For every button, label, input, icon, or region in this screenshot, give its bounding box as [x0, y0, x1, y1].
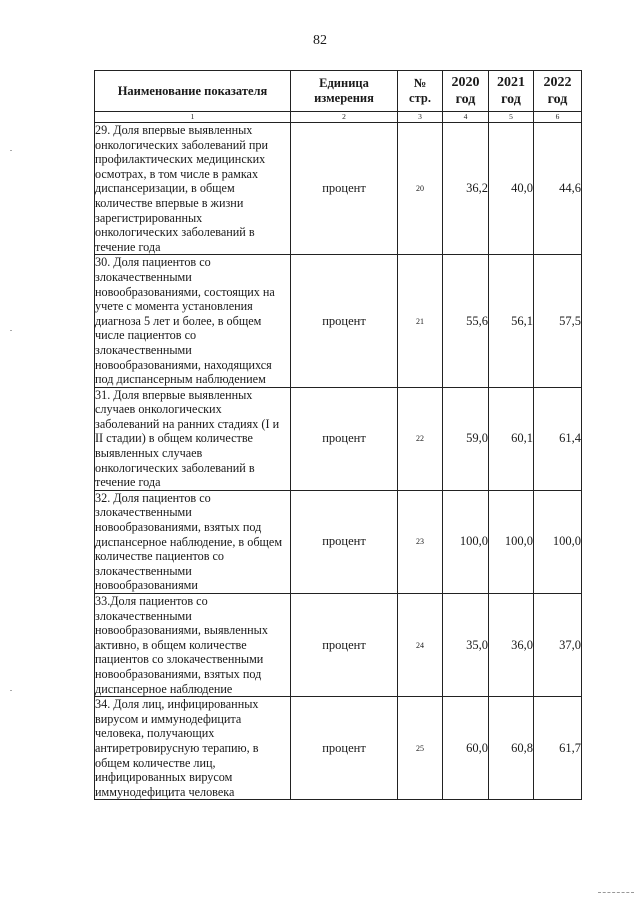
indicator-name-line: общем количестве лиц, [95, 755, 216, 770]
unit-cell: процент [291, 594, 398, 697]
indicator-name-line: осмотрах, в том числе в рамках [95, 166, 259, 181]
indicator-name-line: новообразованиями, состоящих на [95, 284, 275, 299]
header-2022-line1: 2022 [543, 75, 572, 90]
unit-cell: процент [291, 490, 398, 593]
header-2021-line1: 2021 [497, 75, 525, 90]
indicator-name-line: течение года [95, 475, 161, 490]
header-year-2020 [443, 71, 489, 112]
indicator-name-line: 30. Доля пациентов со [95, 255, 211, 270]
indicator-name-line: пациентов со злокачественными [95, 652, 264, 667]
header-unit [291, 71, 398, 112]
value-2020-cell: 36,2 [443, 123, 489, 255]
indicator-name-line: иммунодефицита человека [95, 784, 235, 799]
indicator-name-cell [95, 594, 291, 697]
table-header-row [95, 71, 582, 112]
indicator-name-line: онкологических заболеваний при [95, 137, 268, 152]
indicator-table [94, 70, 582, 800]
column-number: 6 [534, 112, 582, 123]
indicator-name-line: активно, в общем количестве [95, 637, 247, 652]
footer-rule [598, 892, 634, 893]
value-2022-cell: 61,7 [534, 697, 582, 800]
indicator-name-cell [95, 490, 291, 593]
value-2020-cell: 35,0 [443, 594, 489, 697]
value-2022-cell: 44,6 [534, 123, 582, 255]
value-2021-cell: 40,0 [489, 123, 534, 255]
table-row [95, 387, 582, 490]
header-indicator-name: Наименование показателя [95, 71, 291, 112]
indicator-name-line: злокачественными [95, 608, 192, 623]
indicator-name-line: учете с момента установления [95, 299, 253, 314]
indicator-name-line: злокачественными [95, 505, 192, 520]
indicator-name-line: онкологических заболеваний в [95, 460, 255, 475]
indicator-name-line: диагноза 5 лет и более, в общем [95, 313, 262, 328]
indicator-name-line: количестве впервые в жизни [95, 195, 244, 210]
page-ref-cell: 24 [398, 594, 443, 697]
value-2021-cell: 100,0 [489, 490, 534, 593]
column-number: 2 [291, 112, 398, 123]
indicator-name-line: вирусом и иммунодефицита [95, 711, 242, 726]
indicator-name-line: 34. Доля лиц, инфицированных [95, 697, 259, 712]
indicator-name-line: инфицированных вирусом [95, 770, 233, 785]
unit-cell: процент [291, 255, 398, 387]
header-2020-line1: 2020 [451, 75, 480, 90]
column-number: 5 [489, 112, 534, 123]
margin-mark [10, 330, 12, 331]
table-row [95, 594, 582, 697]
header-2021-line2: год [501, 92, 521, 107]
header-page [398, 71, 443, 112]
indicator-name-line: злокачественными [95, 269, 192, 284]
column-number: 1 [95, 112, 291, 123]
header-unit-line2: измерения [314, 91, 374, 105]
page-number: 82 [313, 33, 327, 48]
indicator-name-line: диспансеризации, в общем [95, 181, 235, 196]
value-2021-cell: 56,1 [489, 255, 534, 387]
page-ref-cell: 22 [398, 387, 443, 490]
indicator-name-line: зарегистрированных [95, 210, 203, 225]
value-2021-cell: 60,1 [489, 387, 534, 490]
margin-mark [10, 150, 12, 151]
indicator-name-line: течение года [95, 239, 161, 254]
margin-mark [10, 690, 12, 691]
indicator-name-line: числе пациентов со [95, 328, 197, 343]
header-2022-line2: год [547, 92, 568, 107]
indicator-name-cell [95, 387, 291, 490]
table-body [95, 123, 582, 800]
table-row [95, 255, 582, 387]
value-2022-cell: 57,5 [534, 255, 582, 387]
indicator-name-line: 32. Доля пациентов со [95, 490, 211, 505]
indicator-name-cell [95, 697, 291, 800]
header-year-2022 [534, 71, 582, 112]
page-ref-cell: 25 [398, 697, 443, 800]
indicator-name-line: антиретровирусную терапию, в [95, 740, 259, 755]
indicator-name-line: злокачественными [95, 563, 192, 578]
indicator-name-line: человека, получающих [95, 726, 215, 741]
page-ref-cell: 20 [398, 123, 443, 255]
table-row [95, 697, 582, 800]
value-2020-cell: 55,6 [443, 255, 489, 387]
indicator-name-line: новообразованиями [95, 578, 198, 593]
column-number: 4 [443, 112, 489, 123]
indicator-name-line: под диспансерным наблюдением [95, 372, 266, 387]
indicator-name-line: 33.Доля пациентов со [95, 594, 208, 608]
indicator-name-line: II стадии) в общем количестве [95, 431, 253, 446]
indicator-name-line: новообразованиями, находящихся [95, 357, 272, 372]
value-2022-cell: 61,4 [534, 387, 582, 490]
value-2022-cell: 100,0 [534, 490, 582, 593]
indicator-name-line: диспансерное наблюдение [95, 681, 233, 696]
value-2020-cell: 100,0 [443, 490, 489, 593]
unit-cell: процент [291, 697, 398, 800]
indicator-name-line: выявленных случаев [95, 446, 203, 461]
indicator-name-line: новообразованиями, взятых под [95, 666, 262, 681]
indicator-name-cell [95, 255, 291, 387]
value-2020-cell: 59,0 [443, 387, 489, 490]
column-number-row [95, 112, 582, 123]
page-ref-cell: 21 [398, 255, 443, 387]
page-ref-cell: 23 [398, 490, 443, 593]
header-2020-line2: год [455, 92, 476, 107]
indicator-name-line: злокачественными [95, 342, 192, 357]
table-row [95, 123, 582, 255]
indicator-name-line: случаев онкологических [95, 402, 222, 417]
unit-cell: процент [291, 123, 398, 255]
indicator-name-line: онкологических заболеваний в [95, 225, 255, 240]
header-year-2021 [489, 71, 534, 112]
indicator-name-line: диспансерное наблюдение, в общем [95, 534, 283, 549]
value-2020-cell: 60,0 [443, 697, 489, 800]
table-row [95, 490, 582, 593]
indicator-name-line: заболеваний на ранних стадиях (I и [95, 416, 280, 431]
indicator-name-line: 31. Доля впервые выявленных [95, 387, 253, 402]
value-2021-cell: 60,8 [489, 697, 534, 800]
column-number: 3 [398, 112, 443, 123]
header-page-line2: стр. [409, 91, 431, 105]
header-unit-line1: Единица [319, 76, 369, 90]
unit-cell: процент [291, 387, 398, 490]
indicator-name-line: 29. Доля впервые выявленных [95, 123, 253, 137]
value-2022-cell: 37,0 [534, 594, 582, 697]
indicator-name-line: новообразованиями, взятых под [95, 520, 262, 535]
indicator-name-cell [95, 123, 291, 255]
indicator-name-line: профилактических медицинских [95, 152, 266, 167]
indicator-name-line: количестве пациентов со [95, 549, 225, 564]
value-2021-cell: 36,0 [489, 594, 534, 697]
header-page-line1: № [413, 76, 427, 90]
indicator-name-line: новообразованиями, выявленных [95, 623, 268, 638]
